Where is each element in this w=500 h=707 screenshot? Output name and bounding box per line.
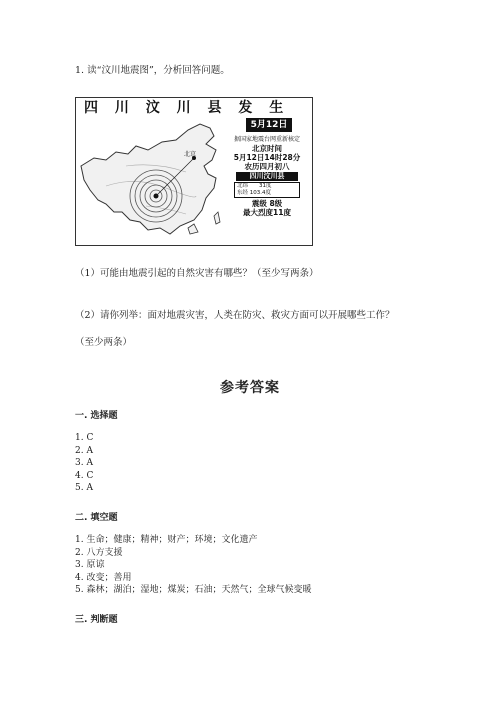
latitude: 北纬 31度 [237,183,272,189]
earthquake-map-figure [75,97,313,246]
answer-item: 1. 生命；健康；精神；财产；环境；文化遗产 [75,535,258,545]
answer-item: 3. A [75,458,93,468]
answer-item: 5. 森林；湖泊；湿地；煤炭；石油；天然气；全球气候变暖 [75,585,312,595]
section-3-title: 三. 判断题 [75,615,118,625]
answers-heading: 参考答案 [220,380,280,396]
answer-item: 3. 原谅 [75,560,105,570]
section-1-answers [75,432,93,495]
answer-item: 2. A [75,445,93,456]
answer-item: 2. 八方支援 [75,547,123,558]
max-intensity: 最大烈度11度 [243,208,291,217]
lunar-date: 农历四月初八 [244,162,290,171]
answer-item: 4. 改变；善用 [75,572,132,583]
answer-item: 1. C [75,433,94,443]
quake-location: 四川汶川县 [236,172,298,181]
verified-note: 据国家地震台网重新核定 [233,136,300,143]
coordinates-box [234,182,300,198]
section-2-title: 二. 填空题 [75,513,118,523]
magnitude: 震级 8级 [251,199,283,208]
sub-question-2-cont: （至少两条） [75,337,133,348]
answer-item: 4. C [75,470,94,481]
date-badge: 5月12日 [246,118,292,132]
map-title-pre: 四 川 汶 川 县 发 生 [84,100,290,116]
quake-info-panel [226,136,308,217]
section-1-title: 一. 选择题 [75,411,118,421]
quake-time: 5月12日14时28分 [233,153,301,162]
beijing-time-label: 北京时间 [252,144,282,153]
answer-item: 5. A [75,483,93,493]
section-2-answers [75,534,311,597]
sub-question-2: （2）请你列举：面对地震灾害，人类在防灾、救灾方面可以开展哪些工作？ [75,310,395,321]
question-intro: 1. 读“汶川地震图”，分析回答问题。 [75,65,230,76]
beijing-label: 北京 [184,151,197,158]
sub-question-1: （1）可能由地震引起的自然灾害有哪些？（至少写两条） [75,268,319,279]
longitude: 东经 103.4度 [237,190,271,196]
